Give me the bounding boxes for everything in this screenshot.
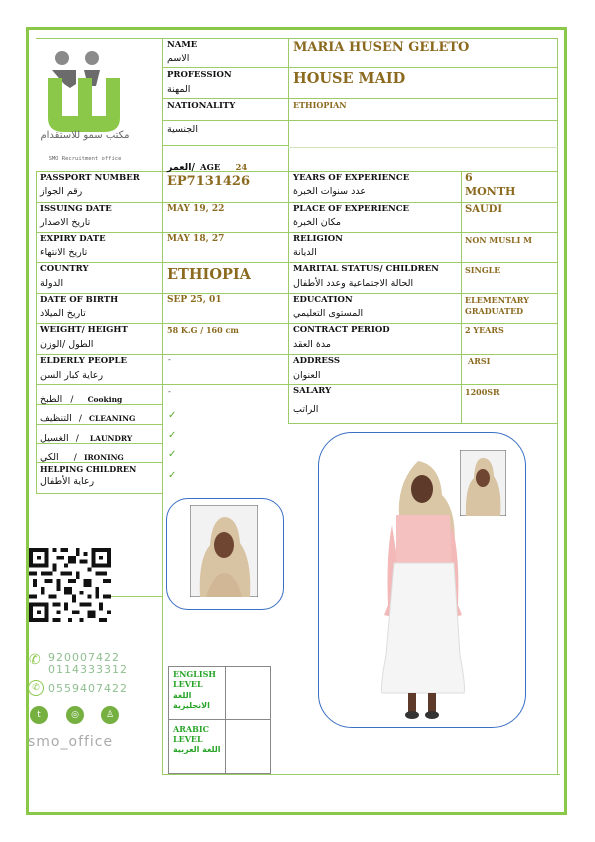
age-row bbox=[167, 155, 247, 174]
nationality-value: ETHIOPIAN bbox=[293, 100, 347, 110]
contract-label-ar: مدة العقد bbox=[293, 339, 331, 350]
expiry-label: EXPIRY DATE bbox=[40, 234, 106, 244]
full-body-photo bbox=[378, 455, 468, 720]
snapchat-icon[interactable]: ♙ bbox=[101, 706, 119, 724]
logo bbox=[40, 40, 162, 170]
name-label: NAME bbox=[167, 40, 198, 50]
portrait-photo bbox=[190, 505, 258, 597]
laundry-sep: / bbox=[75, 434, 79, 444]
children-label: HELPING CHILDREN bbox=[40, 464, 137, 474]
cooking-value: - bbox=[168, 387, 171, 396]
nationality-label: NATIONALITY bbox=[167, 101, 236, 111]
address-label: ADDRESS bbox=[293, 356, 340, 366]
address-label-ar: العنوان bbox=[293, 370, 321, 381]
elderly-value: - bbox=[168, 355, 171, 364]
whatsapp-icon: ✆ bbox=[28, 680, 44, 696]
place-experience-label-ar: مكان الخبرة bbox=[293, 217, 341, 228]
phone-2: 0114333312 bbox=[48, 663, 128, 676]
education-value: ELEMENTARY bbox=[465, 295, 529, 305]
expiry-label-ar: تاريخ الانتهاء bbox=[40, 247, 88, 258]
passport-label: PASSPORT NUMBER bbox=[40, 173, 140, 183]
phone-1: 920007422 bbox=[48, 651, 120, 664]
education-value-2: GRADUATED bbox=[465, 306, 524, 316]
laundry-check-icon: ✓ bbox=[168, 430, 177, 441]
ironing-check-icon: ✓ bbox=[168, 449, 177, 460]
english-level-label-ar: اللغة الانجليزية bbox=[173, 691, 210, 710]
weight-height-label-ar: الطول /الوزن bbox=[40, 339, 94, 350]
whatsapp-number: 0559407422 bbox=[48, 682, 128, 695]
issuing-value: MAY 19, 22 bbox=[167, 204, 225, 214]
english-level-label: ENGLISH LEVEL bbox=[173, 669, 216, 689]
passport-value: EP7131426 bbox=[167, 174, 251, 189]
laundry-label-ar: الغسيل bbox=[40, 433, 69, 444]
salary-value: 1200SR bbox=[465, 387, 500, 397]
logo-name-ar: مكتب سمو للاستقدام bbox=[40, 130, 130, 141]
ironing-label-ar: الكي bbox=[40, 452, 59, 463]
cleaning-label-ar: التنظيف bbox=[40, 413, 72, 424]
education-label: EDUCATION bbox=[293, 295, 353, 305]
experience-label-ar: عدد سنوات الخبرة bbox=[293, 186, 366, 197]
instagram-icon[interactable]: ◎ bbox=[66, 706, 84, 724]
contract-label: CONTRACT PERIOD bbox=[293, 325, 390, 335]
dob-value: SEP 25, 01 bbox=[167, 295, 222, 305]
twitter-icon[interactable]: t bbox=[30, 706, 48, 724]
nationality-label-ar: الجنسية bbox=[167, 124, 198, 135]
age-value: 24 bbox=[235, 163, 248, 173]
contract-value: 2 YEARS bbox=[465, 325, 504, 335]
children-label-ar: رعاية الأطفال bbox=[40, 476, 95, 487]
education-label-ar: المستوى التعليمي bbox=[293, 308, 364, 319]
marital-value: SINGLE bbox=[465, 265, 501, 275]
experience-value: 6 bbox=[465, 171, 473, 184]
profession-value: HOUSE MAID bbox=[293, 70, 406, 87]
cooking-sep: / bbox=[70, 395, 74, 405]
country-value: ETHIOPIA bbox=[167, 266, 251, 283]
place-experience-label: PLACE OF EXPERIENCE bbox=[293, 204, 410, 214]
experience-label: YEARS OF EXPERIENCE bbox=[293, 173, 410, 183]
name-label-ar: الاسم bbox=[167, 53, 190, 64]
social-handle: smo_office bbox=[28, 734, 114, 750]
experience-unit: MONTH bbox=[465, 185, 516, 198]
laundry-row bbox=[40, 426, 132, 445]
religion-label: RELIGION bbox=[293, 234, 343, 244]
weight-height-value: 58 K.G / 160 cm bbox=[167, 325, 239, 335]
religion-value: NON MUSLI M bbox=[465, 235, 532, 245]
laundry-label: LAUNDRY bbox=[89, 434, 133, 443]
dob-label: DATE OF BIRTH bbox=[40, 295, 119, 305]
age-label-ar: العمر/ bbox=[167, 162, 195, 173]
arabic-level-label-ar: اللغة العربية bbox=[173, 745, 221, 754]
expiry-value: MAY 18, 27 bbox=[167, 234, 225, 244]
inset-portrait-photo bbox=[460, 450, 506, 516]
cleaning-label: CLEANING bbox=[89, 414, 136, 423]
arabic-level-label: ARABIC LEVEL bbox=[173, 724, 209, 744]
weight-height-label: WEIGHT/ HEIGHT bbox=[40, 325, 128, 335]
children-check-icon: ✓ bbox=[168, 470, 177, 481]
name-value: MARIA HUSEN GELETO bbox=[293, 40, 470, 55]
logo-name-en: SMO Recruitment office bbox=[48, 156, 122, 162]
cooking-label: Cooking bbox=[87, 395, 123, 404]
issuing-label-ar: تاريخ الاصدار bbox=[40, 217, 91, 228]
place-experience-value: SAUDI bbox=[465, 204, 503, 215]
ironing-label: IRONING bbox=[83, 453, 124, 462]
cleaning-check-icon: ✓ bbox=[168, 410, 177, 421]
cooking-label-ar: الطبخ bbox=[40, 394, 63, 405]
age-label: AGE bbox=[200, 163, 221, 173]
qr-code-icon bbox=[28, 548, 112, 622]
marital-label-ar: الحالة الاجتماعية وعدد الأطفال bbox=[293, 278, 414, 289]
elderly-label-ar: رعاية كبار السن bbox=[40, 370, 104, 381]
issuing-label: ISSUING DATE bbox=[40, 204, 112, 214]
marital-label: MARITAL STATUS/ CHILDREN bbox=[293, 264, 439, 274]
profession-label-ar: المهنة bbox=[167, 84, 191, 95]
dob-label-ar: تاريخ الميلاد bbox=[40, 308, 86, 319]
cleaning-sep: / bbox=[78, 414, 82, 424]
elderly-label: ELDERLY PEOPLE bbox=[40, 356, 127, 366]
cleaning-row bbox=[40, 406, 135, 425]
address-value: ARSI bbox=[468, 356, 491, 366]
cooking-row bbox=[40, 387, 122, 406]
religion-label-ar: الديانة bbox=[293, 247, 317, 258]
passport-label-ar: رقم الجواز bbox=[40, 186, 83, 197]
salary-label-ar: الراتب bbox=[293, 404, 319, 415]
country-label-ar: الدولة bbox=[40, 278, 64, 289]
logo-mark-icon bbox=[40, 40, 162, 140]
profession-label: PROFESSION bbox=[167, 70, 232, 80]
ironing-sep: / bbox=[73, 453, 77, 463]
salary-label: SALARY bbox=[293, 386, 332, 396]
ironing-row bbox=[40, 445, 124, 464]
phone-icon: ✆ bbox=[29, 652, 41, 668]
country-label: COUNTRY bbox=[40, 264, 89, 274]
